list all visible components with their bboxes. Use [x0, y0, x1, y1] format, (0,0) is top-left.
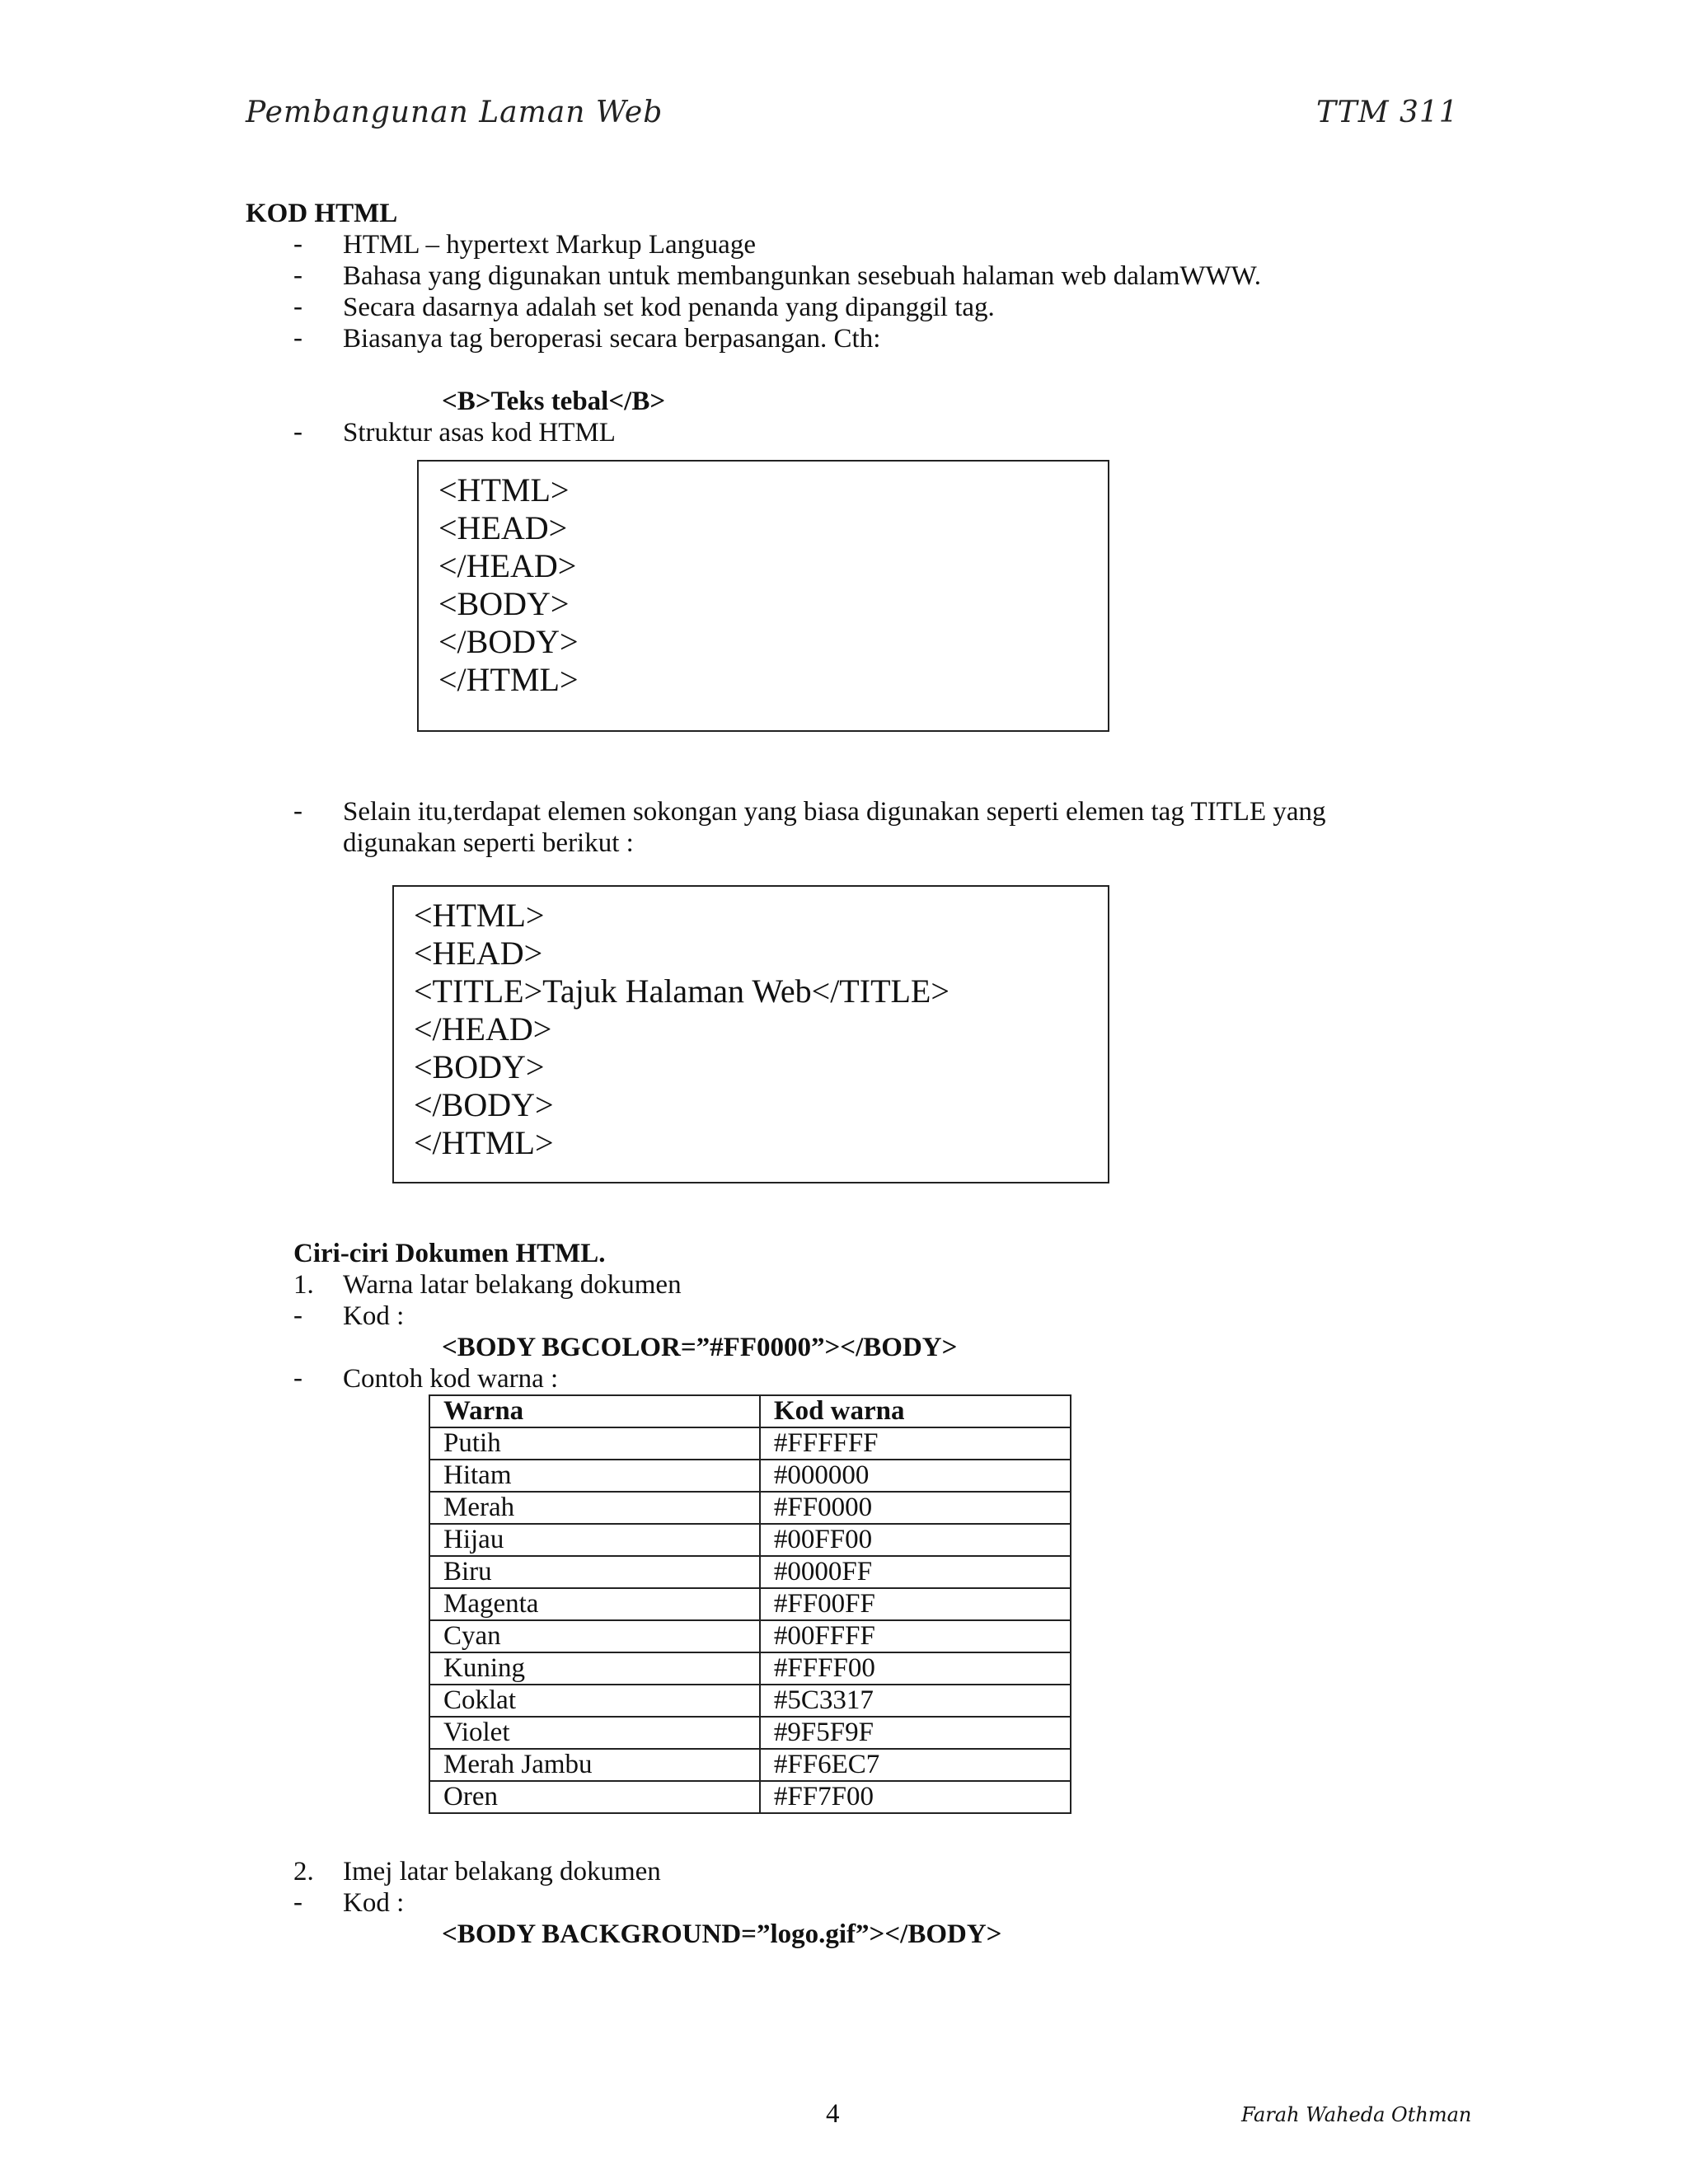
title-bullet-text-line1: Selain itu,terdapat elemen sokongan yang biasa digunakan seperti elemen tag TITLE yang	[343, 797, 1326, 827]
color-code-cell: #FF7F00	[760, 1781, 1071, 1813]
bullet-dash: -	[293, 796, 302, 826]
code-line: </HEAD>	[414, 1010, 552, 1047]
table-row	[429, 1620, 1071, 1652]
color-code-cell: #FF6EC7	[760, 1749, 1071, 1781]
bullet-dash: -	[293, 1887, 302, 1917]
color-name-cell: Oren	[429, 1781, 760, 1813]
color-name-cell: Magenta	[429, 1588, 760, 1620]
contoh-label: Contoh kod warna :	[343, 1364, 559, 1394]
color-name-cell: Putih	[429, 1427, 760, 1460]
color-code-cell: #000000	[760, 1460, 1071, 1492]
item-number: 1.	[293, 1270, 314, 1300]
item-label: Warna latar belakang dokumen	[343, 1270, 682, 1300]
kod-label: Kod :	[343, 1888, 405, 1918]
code-line: <HTML>	[414, 897, 545, 934]
bullet-dash: -	[293, 1363, 302, 1393]
item-label: Imej latar belakang dokumen	[343, 1857, 661, 1886]
color-code-cell: #5C3317	[760, 1685, 1071, 1717]
code-line: </HEAD>	[438, 547, 577, 584]
bullet-dash: -	[293, 323, 302, 353]
color-name-cell: Merah	[429, 1492, 760, 1524]
code-line: </HTML>	[414, 1124, 554, 1161]
color-code-cell: #FF00FF	[760, 1588, 1071, 1620]
table-row	[429, 1749, 1071, 1781]
color-code-cell: #9F5F9F	[760, 1717, 1071, 1749]
bgcolor-code: <BODY BGCOLOR=”#FF0000”></BODY>	[442, 1333, 958, 1362]
bullet-text: Bahasa yang digunakan untuk membangunkan sesebuah halaman web dalamWWW.	[343, 261, 1262, 291]
color-name-cell: Kuning	[429, 1652, 760, 1685]
color-name-cell: Cyan	[429, 1620, 760, 1652]
bullet-dash: -	[293, 1301, 302, 1330]
bullet-dash: -	[293, 292, 302, 321]
table-row	[429, 1717, 1071, 1749]
code-line: </HTML>	[438, 661, 579, 698]
code-line: <BODY>	[438, 585, 570, 622]
bold-tag-example: <B>Teks tebal</B>	[442, 387, 666, 416]
table-row	[429, 1588, 1071, 1620]
code-line: <TITLE>Tajuk Halaman Web</TITLE>	[414, 972, 950, 1010]
code-box-title-example	[392, 885, 1109, 1183]
bullet-text: Biasanya tag beroperasi secara berpasangan. Cth:	[343, 324, 881, 354]
code-line: </BODY>	[438, 623, 579, 660]
table-row	[429, 1556, 1071, 1588]
bullet-dash: -	[293, 260, 302, 290]
color-name-cell: Hitam	[429, 1460, 760, 1492]
color-code-cell: #FFFFFF	[760, 1427, 1071, 1460]
color-name-cell: Coklat	[429, 1685, 760, 1717]
header-right: TTM 311	[1316, 96, 1459, 129]
table-row	[429, 1685, 1071, 1717]
color-code-cell: #FFFF00	[760, 1652, 1071, 1685]
bullet-dash: -	[293, 417, 302, 447]
color-name-cell: Merah Jambu	[429, 1749, 760, 1781]
footer-author: Farah Waheda Othman	[1241, 2103, 1472, 2126]
table-header-row	[429, 1395, 1071, 1427]
color-code-table	[429, 1394, 1071, 1814]
table-header-cell: Warna	[429, 1395, 760, 1427]
code-box-basic-structure	[417, 460, 1109, 732]
table-row	[429, 1427, 1071, 1460]
bullet-text: HTML – hypertext Markup Language	[343, 230, 756, 260]
item-number: 2.	[293, 1857, 314, 1886]
code-line: <HEAD>	[414, 935, 543, 972]
section-title-kod-html: KOD HTML	[246, 199, 398, 228]
table-row	[429, 1524, 1071, 1556]
color-code-cell: #00FF00	[760, 1524, 1071, 1556]
bullet-dash: -	[293, 229, 302, 259]
table-row	[429, 1492, 1071, 1524]
table-header-cell: Kod warna	[760, 1395, 1071, 1427]
table-row	[429, 1460, 1071, 1492]
code-line: <HEAD>	[438, 509, 568, 546]
color-code-cell: #0000FF	[760, 1556, 1071, 1588]
page-number: 4	[826, 2099, 840, 2129]
code-line: <BODY>	[414, 1048, 545, 1085]
title-bullet-text-line2: digunakan seperti berikut :	[343, 828, 634, 858]
color-name-cell: Hijau	[429, 1524, 760, 1556]
color-name-cell: Biru	[429, 1556, 760, 1588]
background-code: <BODY BACKGROUND=”logo.gif”></BODY>	[442, 1919, 1002, 1949]
color-code-cell: #00FFFF	[760, 1620, 1071, 1652]
section-title-ciri-ciri: Ciri-ciri Dokumen HTML.	[293, 1239, 606, 1268]
kod-label: Kod :	[343, 1301, 405, 1331]
code-line: </BODY>	[414, 1086, 554, 1123]
header-left: Pembangunan Laman Web	[246, 96, 663, 129]
bullet-text: Secara dasarnya adalah set kod penanda yang dipanggil tag.	[343, 293, 995, 322]
table-row	[429, 1781, 1071, 1813]
table-row	[429, 1652, 1071, 1685]
code-line: <HTML>	[438, 471, 570, 509]
color-name-cell: Violet	[429, 1717, 760, 1749]
structure-bullet-text: Struktur asas kod HTML	[343, 418, 616, 448]
color-code-cell: #FF0000	[760, 1492, 1071, 1524]
